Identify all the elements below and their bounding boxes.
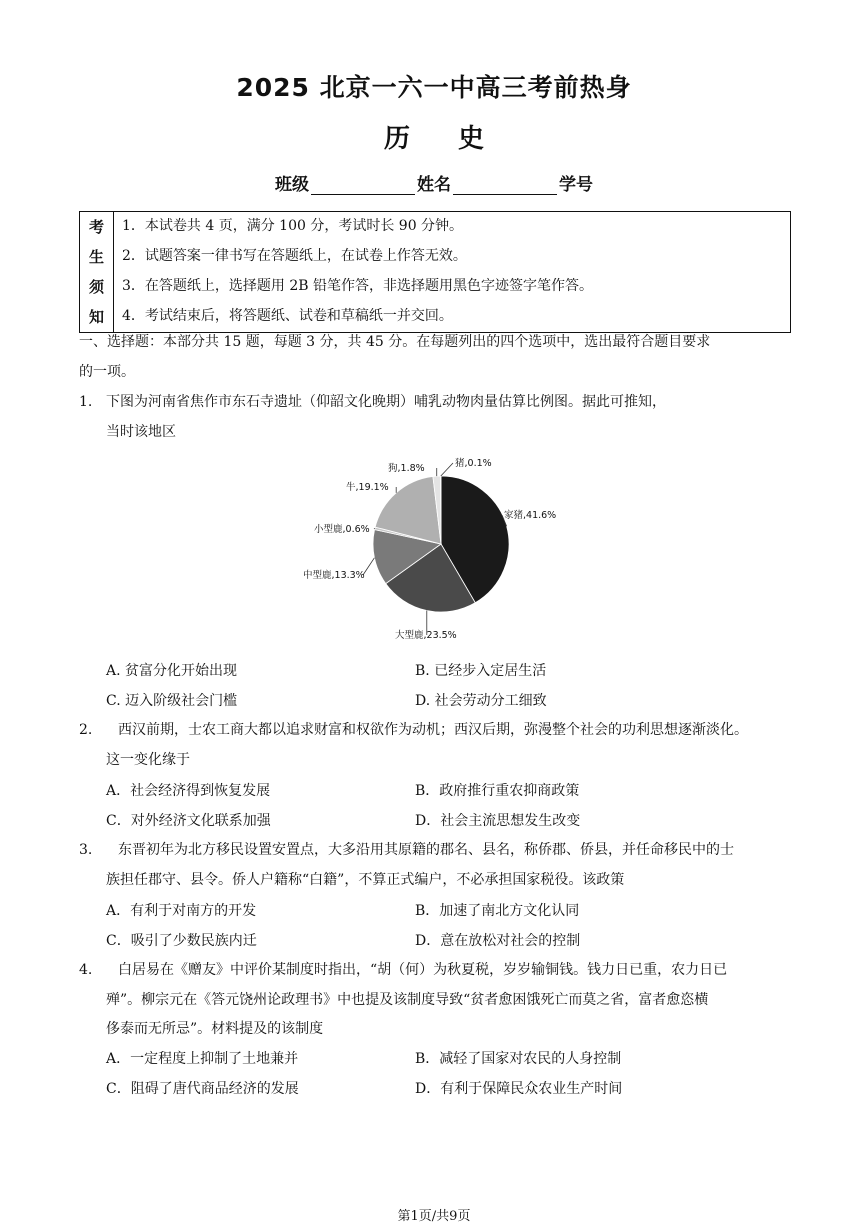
name-label: 姓名 [417,175,451,195]
question-2-option-b[interactable]: B．政府推行重农抑商政策 [415,783,580,799]
notice-line: 1．本试卷共 4 页，满分 100 分，考试时长 90 分钟。 [122,218,464,234]
question-4-option-b[interactable]: B．减轻了国家对农民的人身控制 [415,1051,622,1067]
meat-proportion-pie-chart [290,452,580,644]
page-footer: 第1页/共9页 [397,1209,471,1224]
question-1-number: 1. [79,394,93,410]
question-4-option-c[interactable]: C．阻碍了唐代商品经济的发展 [106,1081,299,1097]
pie-data-label: 大型鹿,23.5% [395,630,457,641]
pie-data-label: 家猪,41.6% [504,510,557,521]
notice-side-char: 须 [88,278,104,296]
question-1-option-a[interactable]: A. 贫富分化开始出现 [106,663,238,679]
pie-leader-line [363,558,374,575]
notice-lines [122,212,593,332]
question-2-number: 2. [79,722,93,738]
question-2-option-c[interactable]: C．对外经济文化联系加强 [106,813,271,829]
notice-line: 3．在答题纸上，选择题用 2B 铅笔作答，非选择题用黑色字迹签字笔作答。 [122,278,594,294]
pie-leader-line [441,463,453,476]
exam-title: 2025 北京一六一中高三考前热身 [236,73,632,102]
student-info-line [0,170,868,195]
question-3-stem-line: 东晋初年为北方移民设置安置点，大多沿用其原籍的郡名、县名，称侨郡、侨县，并任命移民中的士 [118,842,734,858]
question-2-option-a[interactable]: A．社会经济得到恢复发展 [106,783,271,799]
question-3-option-b[interactable]: B．加速了南北方文化认同 [415,903,580,919]
class-blank[interactable] [311,177,415,195]
question-4-option-d[interactable]: D．有利于保障民众农业生产时间 [415,1081,623,1097]
class-label: 班级 [275,175,309,195]
question-4-stem-line: 白居易在《赠友》中评价某制度时指出，“胡（何）为秋夏税，岁岁输铜钱。钱力日已重，农力日已 [118,962,728,978]
pie-data-label: 狗,1.8% [388,463,425,474]
question-4-stem-line: 殚”。柳宗元在《答元饶州论政理书》中也提及该制度导致“贫者愈困饿死亡而莫之省，富者愈恣横 [106,992,709,1008]
question-2-option-d[interactable]: D．社会主流思想发生改变 [415,813,581,829]
question-3-option-a[interactable]: A．有利于对南方的开发 [106,903,257,919]
question-3-option-d[interactable]: D．意在放松对社会的控制 [415,933,581,949]
section-heading-line-2: 的一项。 [79,364,135,380]
question-2-stem-line: 这一变化缘于 [106,752,190,768]
subject-title [0,118,868,155]
subject-char-2: 史 [458,124,485,154]
name-blank[interactable] [453,177,557,195]
notice-side-char: 考 [88,218,104,236]
question-1-option-c[interactable]: C. 迈入阶级社会门槛 [106,693,238,709]
question-1-option-b[interactable]: B. 已经步入定居生活 [415,663,547,679]
question-3-stem-line: 族担任郡守、县令。侨人户籍称“白籍”，不算正式编户，不必承担国家税役。该政策 [106,872,625,888]
question-1-stem-line: 下图为河南省焦作市东石寺遗址（仰韶文化晚期）哺乳动物肉量估算比例图。据此可推知， [106,394,666,410]
notice-side-char: 生 [88,248,104,266]
question-1-stem-line: 当时该地区 [106,424,176,440]
pie-data-label: 牛,19.1% [346,482,389,493]
question-4-number: 4. [79,962,93,978]
question-3-number: 3. [79,842,93,858]
pie-data-label: 小型鹿,0.6% [314,524,370,535]
question-2-stem-line: 西汉前期，士农工商大都以追求财富和权欲作为动机；西汉后期，弥漫整个社会的功利思想逐渐淡化。 [118,722,748,738]
notice-line: 2．试题答案一律书写在答题纸上，在试卷上作答无效。 [122,248,467,264]
question-4-option-a[interactable]: A．一定程度上抑制了土地兼并 [106,1051,299,1067]
question-4-stem-line: 侈泰而无所忌”。材料提及的该制度 [106,1021,324,1037]
notice-side-label [80,212,114,332]
section-heading-line-1: 一、选择题：本部分共 15 题，每题 3 分，共 45 分。在每题列出的四个选项中，选出最符合题目要求 [79,334,711,350]
pie-leader-line [374,528,375,529]
subject-char-1: 历 [383,124,410,154]
question-3-option-c[interactable]: C．吸引了少数民族内迁 [106,933,257,949]
exam-notice-box [79,211,791,333]
pie-data-label: 中型鹿,13.3% [303,570,365,581]
id-label: 学号 [559,175,593,195]
question-1-option-d[interactable]: D. 社会劳动分工细致 [415,693,547,709]
pie-data-label: 猪,0.1% [455,458,492,469]
notice-side-char: 知 [88,308,104,326]
notice-line: 4．考试结束后，将答题纸、试卷和草稿纸一并交回。 [122,308,453,324]
